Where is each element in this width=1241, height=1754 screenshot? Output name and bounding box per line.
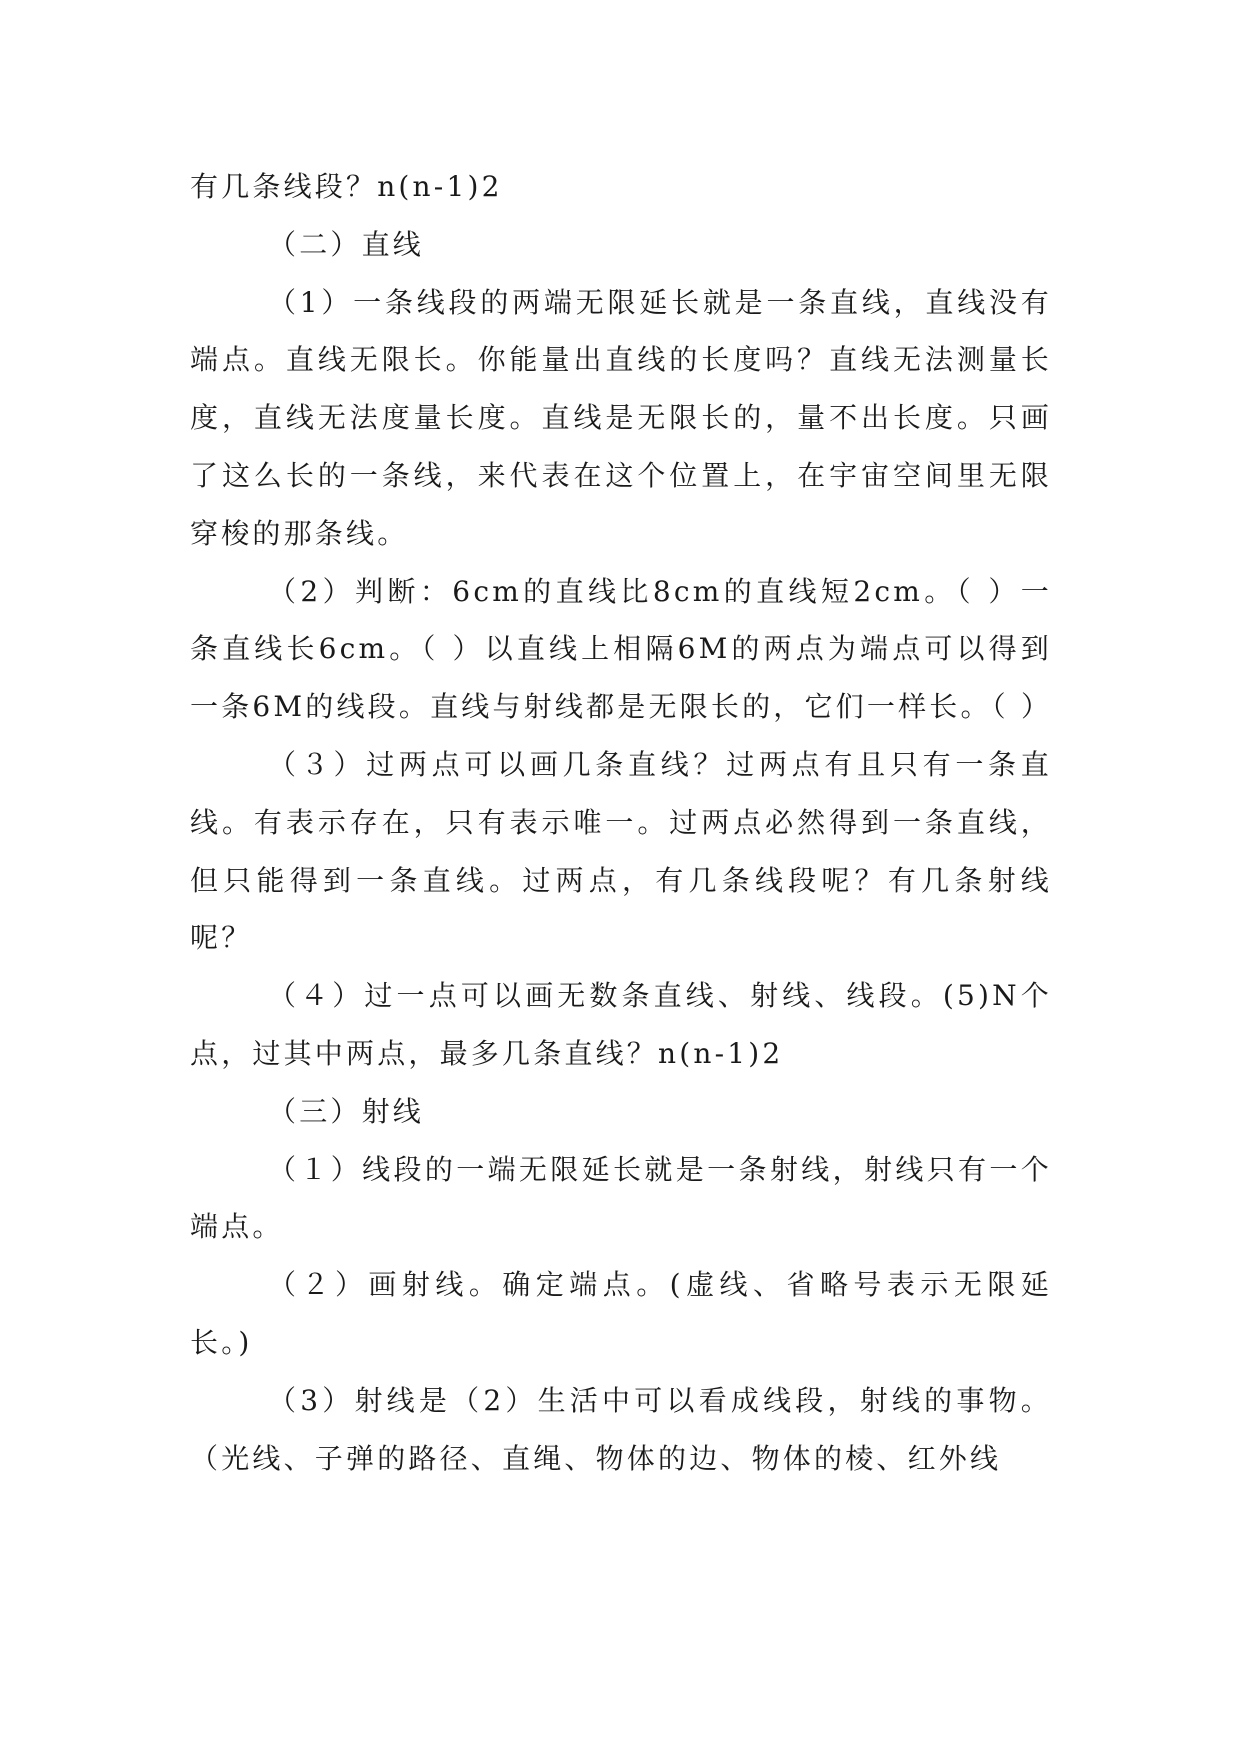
paragraph-1: 有几条线段？n(n-1)2 [190, 170, 503, 203]
paragraph-draw-ray: （２）画射线。确定端点。(虚线、省略号表示无限延长。) [190, 1268, 1052, 1359]
body-text [190, 158, 1052, 1487]
paragraph-judgement: （2）判断：6cm的直线比8cm的直线短2cm。（ ）一条直线长6cm。（ ）以直线上相隔6M的两点为端点可以得到一条6M的线段。直线与射线都是无限长的，它们一样长。（ ） [190, 574, 1053, 724]
paragraph-ray-examples: （3）射线是（2）生活中可以看成线段，射线的事物。（光线、子弹的路径、直绳、物体的边、物体的棱、红外线 [190, 1383, 1052, 1475]
paragraph-line-definition: （1）一条线段的两端无限延长就是一条直线，直线没有端点。直线无限长。你能量出直线的长度吗？直线无法测量长度，直线无法度量长度。直线是无限长的，量不出长度。只画了这么长的一条线，来代表在这个位置上，在宇宙空间里无限穿梭的那条线。 [190, 285, 1052, 550]
heading-lines: （二）直线 [268, 227, 425, 261]
paragraph-one-point: （４）过一点可以画无数条直线、射线、线段。(5)N个点，过其中两点，最多几条直线？n(n-1)2 [190, 979, 1052, 1070]
paragraph-ray-definition: （１）线段的一端无限延长就是一条射线，射线只有一个端点。 [190, 1152, 1052, 1244]
heading-rays: （三）射线 [268, 1094, 425, 1128]
paragraph-two-points: （３）过两点可以画几条直线？过两点有且只有一条直线。有表示存在，只有表示唯一。过两点必然得到一条直线，但只能得到一条直线。过两点，有几条线段呢？有几条射线呢？ [190, 747, 1052, 955]
